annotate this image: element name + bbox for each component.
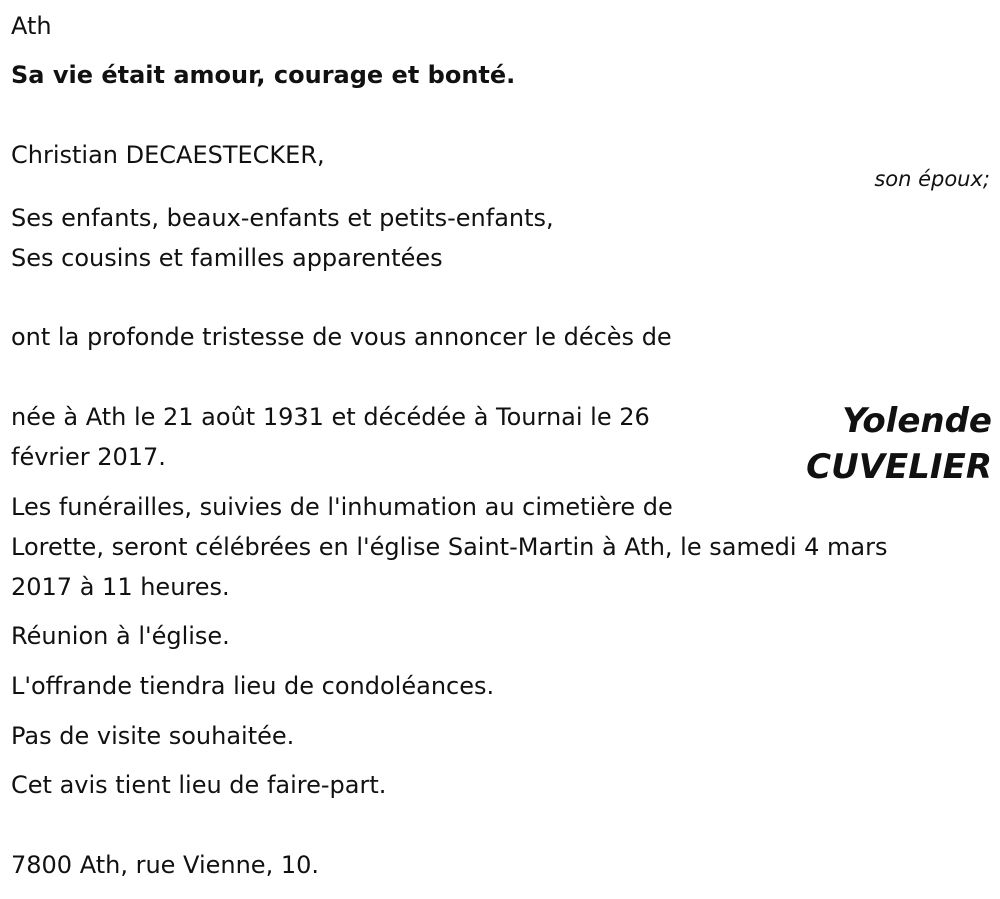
spouse-name: Christian DECAESTECKER, [11, 141, 325, 169]
motto: Sa vie était amour, courage et bonté. [11, 61, 516, 89]
funeral-line-1: Les funérailles, suivies de l'inhumation au cimetière de [11, 493, 673, 521]
faire-part-note: Cet avis tient lieu de faire-part. [11, 771, 387, 799]
funeral-line-3: 2017 à 11 heures. [11, 573, 230, 601]
funeral-line-2: Lorette, seront célébrées en l'église Saint-Martin à Ath, le samedi 4 mars [11, 533, 888, 561]
family-line-children: Ses enfants, beaux-enfants et petits-enfants, [11, 204, 554, 232]
address: 7800 Ath, rue Vienne, 10. [11, 851, 319, 879]
gathering-note: Réunion à l'église. [11, 622, 230, 650]
deceased-name [806, 398, 992, 490]
announcement: ont la profonde tristesse de vous annoncer le décès de [11, 323, 672, 351]
birth-death-line-2: février 2017. [11, 443, 166, 471]
family-line-cousins: Ses cousins et familles apparentées [11, 244, 443, 272]
city-heading: Ath [11, 12, 52, 40]
birth-death-line-1: née à Ath le 21 août 1931 et décédée à Tournai le 26 [11, 403, 650, 431]
spouse-role: son époux; [874, 167, 990, 191]
deceased-last-name: CUVELIER [806, 447, 992, 487]
offering-note: L'offrande tiendra lieu de condoléances. [11, 672, 495, 700]
visit-note: Pas de visite souhaitée. [11, 722, 295, 750]
deceased-first-name: Yolende [842, 401, 992, 441]
